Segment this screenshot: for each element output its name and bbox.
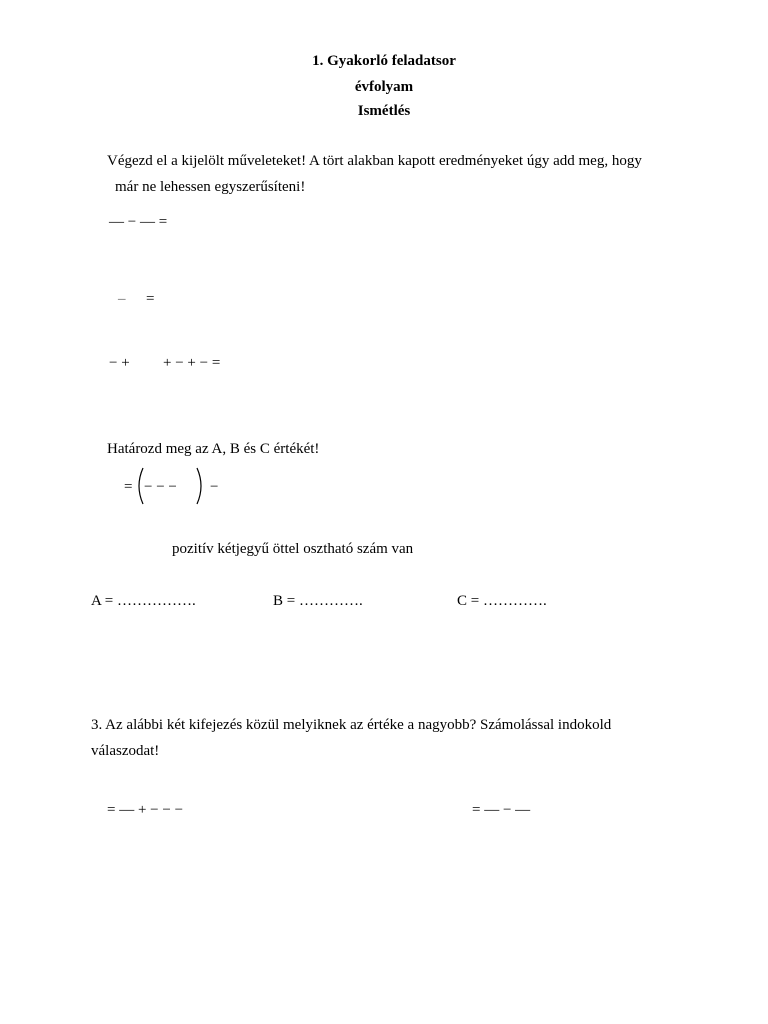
task2-formula-inner: − − − — [144, 479, 177, 495]
right-parenthesis-icon — [194, 466, 208, 506]
task3-question-line2: válaszodat! — [91, 743, 160, 759]
task1-expression-a: — − — = — [109, 214, 168, 230]
task1-expression-b-minus: – — [118, 291, 126, 307]
task3-expression-left: = — + − − − — [107, 802, 184, 818]
task2-instruction: Határozd meg az A, B és C értékét! — [107, 441, 320, 457]
grade-label: évfolyam — [354, 79, 414, 95]
task1-expression-c-right: + − + − = — [163, 355, 221, 371]
task1-expression-c-left: − + — [109, 355, 130, 371]
answer-c-field[interactable]: C = …………. — [457, 593, 547, 609]
task1-expression-b-equals: = — [146, 291, 155, 307]
task1-instruction-line1: Végezd el a kijelölt műveleteket! A tört alakban kapott eredményeket úgy add meg, hogy — [107, 153, 642, 169]
answer-b-field[interactable]: B = …………. — [273, 593, 363, 609]
worksheet-subtitle: Ismétlés — [357, 103, 411, 119]
task3-expression-right: = — − — — [472, 802, 531, 818]
task2-formula-equals: = — [124, 479, 133, 495]
worksheet-title: 1. Gyakorló feladatsor — [312, 53, 456, 69]
answer-a-field[interactable]: A = ……………. — [91, 593, 196, 609]
task2-statement: pozitív kétjegyű öttel osztható szám van — [172, 541, 414, 557]
task2-formula-tail: − — [210, 479, 219, 495]
task3-question-line1: 3. Az alábbi két kifejezés közül melyiknek az értéke a nagyobb? Számolással indokold — [91, 717, 612, 733]
task1-instruction-line2: már ne lehessen egyszerűsíteni! — [115, 179, 306, 195]
